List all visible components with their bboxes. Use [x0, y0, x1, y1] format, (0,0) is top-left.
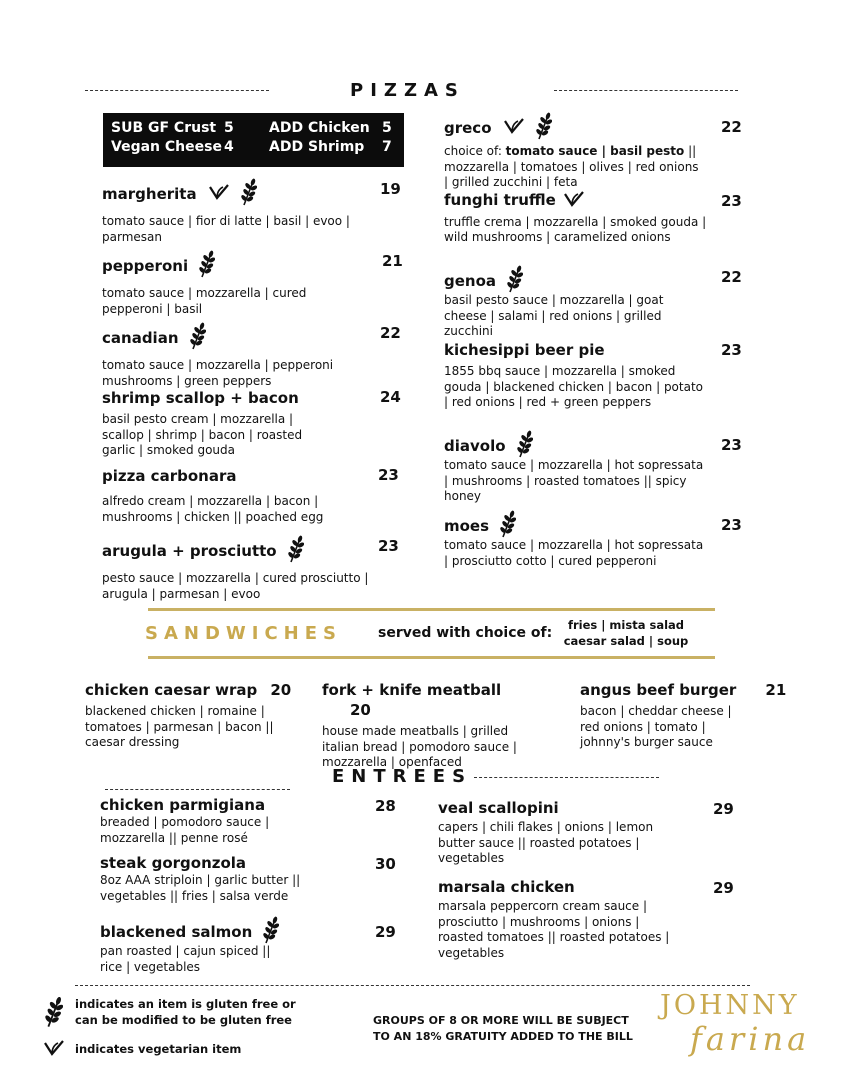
item-price: 30	[375, 855, 396, 873]
item-name: moes	[444, 516, 490, 535]
entrees-heading: ENTREES	[332, 766, 473, 787]
item-name: greco	[444, 118, 492, 137]
menu-item	[438, 798, 688, 867]
item-name: chicken caesar wrap	[85, 681, 258, 699]
addon-price: 5	[382, 120, 392, 136]
item-price: 29	[375, 923, 396, 941]
item-price: 21	[382, 252, 403, 270]
item-price: 23	[721, 192, 742, 210]
item-name: kichesippi beer pie	[444, 341, 605, 359]
divider	[148, 656, 715, 659]
wheat-icon	[190, 322, 206, 354]
veg-legend-text: indicates vegetarian item	[75, 1042, 242, 1056]
item-price: 22	[721, 118, 742, 136]
addon-label: SUB GF Crust	[111, 120, 217, 136]
item-desc: capers | chili flakes | onions | lemon butter sauce || roasted potatoes | vegetables	[438, 820, 654, 865]
item-name: steak gorgonzola	[100, 854, 247, 872]
item-name: pepperoni	[102, 256, 189, 275]
menu-item	[100, 795, 360, 846]
item-desc: blackened chicken | romaine | tomatoes | parmesan | bacon || caesar dressing	[85, 704, 274, 749]
gratuity-notice	[373, 1013, 653, 1045]
item-desc: tomato sauce | mozzarella | cured pepperoni | basil	[102, 286, 307, 316]
served-with-label: served with choice of:	[378, 625, 553, 641]
item-name: veal scallopini	[438, 799, 559, 817]
item-name: genoa	[444, 271, 497, 290]
item-desc: basil pesto cream | mozzarella | scallop | shrimp | bacon | roasted garlic | smoked gouda	[102, 412, 303, 457]
vegetarian-icon	[563, 191, 585, 211]
addon-label: Vegan Cheese	[111, 139, 222, 155]
side-choice-2: caesar salad | soup	[563, 634, 689, 648]
wheat-icon	[288, 535, 304, 567]
item-price: 23	[721, 516, 742, 534]
menu-item	[444, 510, 704, 569]
item-desc: house made meatballs | grilled italian bread | pomodoro sauce | mozzarella | openfaced	[322, 724, 517, 769]
vegetarian-icon	[43, 1040, 65, 1060]
vegetarian-icon	[503, 118, 525, 138]
item-price: 19	[380, 180, 401, 198]
pizzas-heading: PIZZAS	[350, 80, 465, 101]
item-name: fork + knife meatball	[322, 681, 502, 699]
menu-item	[580, 680, 800, 751]
menu-item	[102, 178, 362, 245]
item-price: 29	[713, 879, 734, 897]
item-desc: marsala peppercorn cream sauce | prosciutto | mushrooms | onions | roasted tomatoes || roasted potatoes | vegetables	[438, 899, 670, 960]
menu-item	[322, 680, 552, 771]
menu-item	[102, 388, 332, 459]
desc-prefix: choice of:	[444, 144, 506, 158]
desc-rest: || mozzarella | tomatoes | olives | red onions | grilled zucchini | feta	[444, 144, 699, 189]
gf-legend-line2: can be modified to be gluten free	[75, 1013, 292, 1027]
item-desc: basil pesto sauce | mozzarella | goat cheese | salami | red onions | grilled zucchini	[444, 293, 664, 338]
item-desc	[444, 144, 704, 191]
item-desc: bacon | cheddar cheese | red onions | tomato | johnny's burger sauce	[580, 704, 732, 749]
menu-item	[100, 853, 360, 904]
item-name: blackened salmon	[100, 922, 253, 941]
item-price: 23	[721, 436, 742, 454]
item-price: 28	[375, 797, 396, 815]
item-desc: alfredo cream | mozzarella | bacon | mushrooms | chicken || poached egg	[102, 494, 324, 524]
item-name: diavolo	[444, 436, 506, 455]
item-name: canadian	[102, 328, 179, 347]
sandwiches-heading: SANDWICHES	[145, 623, 342, 644]
johnny-farina-logo	[660, 990, 840, 1070]
item-desc: 8oz AAA striploin | garlic butter || vegetables || fries | salsa verde	[100, 873, 301, 903]
item-name: shrimp scallop + bacon	[102, 389, 299, 407]
wheat-icon	[536, 112, 552, 144]
item-desc: tomato sauce | mozzarella | pepperoni mushrooms | green peppers	[102, 358, 334, 388]
divider	[148, 608, 715, 611]
item-desc: pesto sauce | mozzarella | cured prosciutto | arugula | parmesan | evoo	[102, 571, 369, 601]
gratuity-line1: GROUPS OF 8 OR MORE WILL BE SUBJECT	[373, 1014, 629, 1027]
item-price: 22	[721, 268, 742, 286]
item-name: chicken parmigiana	[100, 796, 266, 814]
item-price: 23	[378, 466, 399, 484]
item-desc: tomato sauce | fior di latte | basil | evoo | parmesan	[102, 214, 350, 244]
item-desc: truffle crema | mozzarella | smoked gouda | wild mushrooms | caramelized onions	[444, 214, 707, 244]
item-price: 22	[380, 324, 401, 342]
menu-item	[444, 112, 704, 191]
addon-price: 4	[224, 139, 234, 155]
addon-price: 5	[224, 120, 234, 136]
vegetarian-icon	[208, 184, 230, 204]
wheat-icon	[45, 996, 63, 1032]
item-price: 21	[765, 681, 787, 699]
menu-item	[102, 466, 362, 525]
item-name: marsala chicken	[438, 878, 575, 896]
item-name: pizza carbonara	[102, 467, 237, 485]
menu-item	[438, 877, 688, 961]
menu-item	[102, 250, 362, 317]
item-desc: tomato sauce | mozzarella | hot sopressata | mushrooms | roasted tomatoes || spicy honey	[444, 458, 704, 503]
item-desc: pan roasted | cajun spiced || rice | vegetables	[100, 944, 271, 974]
menu-item	[444, 190, 709, 246]
menu-item	[444, 265, 704, 340]
wheat-icon	[199, 250, 215, 282]
item-name: funghi truffle	[444, 191, 556, 209]
gf-legend-line1: indicates an item is gluten free or	[75, 997, 296, 1011]
menu-item	[85, 680, 295, 751]
item-price: 23	[721, 341, 742, 359]
logo-bottom: farina	[690, 1020, 811, 1058]
item-name: arugula + prosciutto	[102, 541, 277, 560]
menu-item	[100, 916, 360, 975]
menu-item	[102, 535, 372, 602]
item-price: 24	[380, 388, 401, 406]
item-price: 20	[350, 701, 371, 719]
item-price: 29	[713, 800, 734, 818]
addon-price: 7	[382, 139, 392, 155]
item-name: angus beef burger	[580, 681, 737, 699]
item-desc: breaded | pomodoro sauce | mozzarella || penne rosé	[100, 815, 270, 845]
item-desc: tomato sauce | mozzarella | hot sopressata | prosciutto cotto | cured pepperoni	[444, 538, 704, 568]
menu-item	[444, 340, 704, 411]
side-choice-1: fries | mista salad	[567, 618, 685, 632]
item-name: margherita	[102, 184, 197, 203]
wheat-icon	[241, 178, 257, 210]
gratuity-line2: TO AN 18% GRATUITY ADDED TO THE BILL	[373, 1030, 633, 1043]
side-choices	[560, 617, 692, 649]
menu-item	[444, 430, 704, 505]
desc-bold: tomato sauce | basil pesto	[505, 144, 685, 158]
item-desc: 1855 bbq sauce | mozzarella | smoked gouda | blackened chicken | bacon | potato | red onions | red + green peppers	[444, 364, 704, 409]
item-price: 23	[378, 537, 399, 555]
addon-label: ADD Shrimp	[269, 139, 365, 155]
item-price: 20	[270, 681, 292, 699]
addons-box	[103, 113, 404, 167]
logo-top: JOHNNY	[660, 990, 800, 1021]
menu-item	[102, 322, 362, 389]
addon-label: ADD Chicken	[269, 120, 370, 136]
